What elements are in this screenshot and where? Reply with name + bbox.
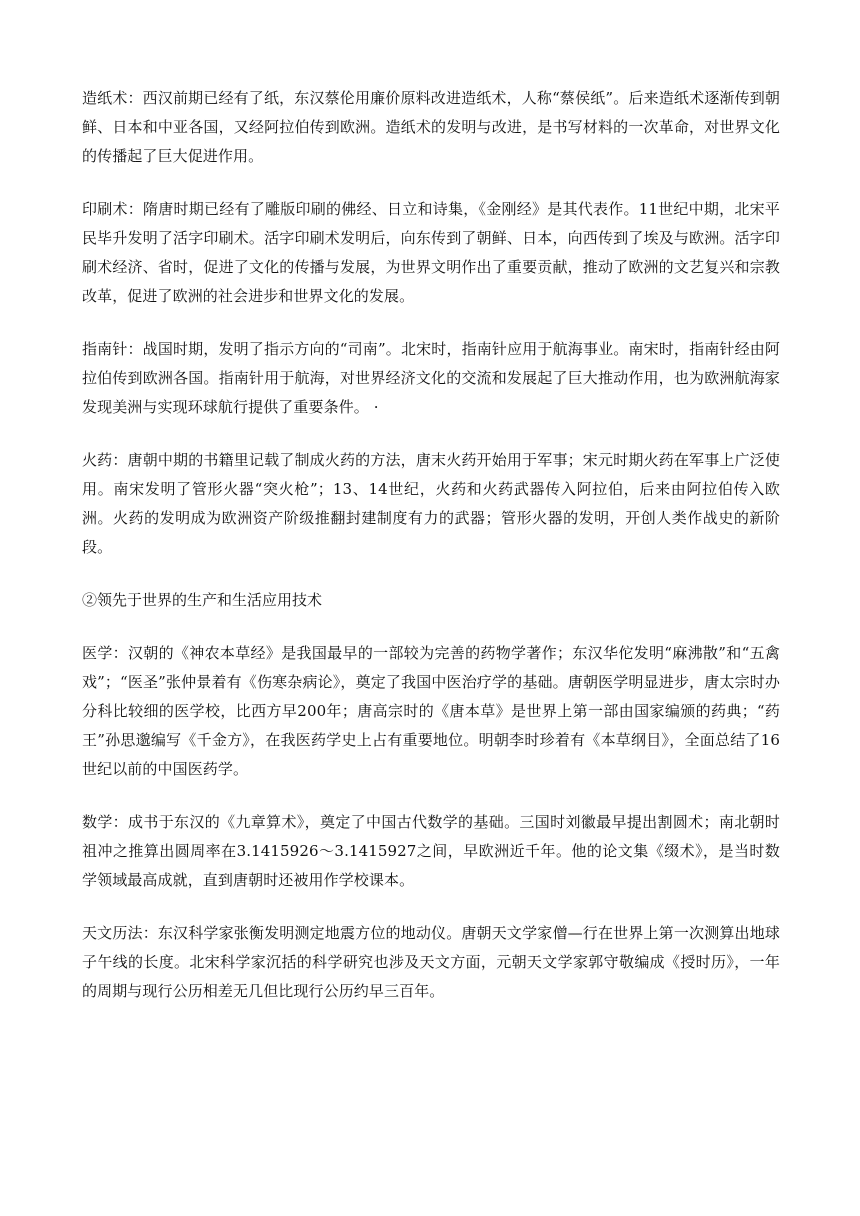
paragraph-gap	[82, 171, 780, 195]
paragraph-compass: 指南针：战国时期，发明了指示方向的“司南”。北宋时，指南针应用于航海事业。南宋时，指南针经由阿拉伯传到欧洲各国。指南针用于航海，对世界经济文化的交流和发展起了巨大推动作用，也为欧洲航海家发现美洲与实现环球航行提供了重要条件。 ·	[82, 340, 780, 416]
paragraph-astronomy: 天文历法：东汉科学家张衡发明测定地震方位的地动仪。唐朝天文学家僧—行在世界上第一次测算出地球子午线的长度。北宋科学家沉括的科学研究也涉及天文方面，元朝天文学家郭守敬编成《授时历》，一年的周期与现行公历相差无几但比现行公历约早三百年。	[82, 924, 780, 1000]
paragraph-gap	[82, 311, 780, 335]
paragraph-papermaking: 造纸术：西汉前期已经有了纸，东汉蔡伦用廉价原料改进造纸术，人称“蔡侯纸”。后来造纸术逐渐传到朝鲜、日本和中亚各国，又经阿拉伯传到欧洲。造纸术的发明与改进，是书写材料的一次革命，对世界文化的传播起了巨大促进作用。	[82, 89, 780, 165]
section-heading: ②领先于世界的生产和生活应用技术	[82, 591, 323, 609]
paragraph-gap	[82, 784, 780, 808]
paragraph-printing: 印刷术：隋唐时期已经有了雕版印刷的佛经、日立和诗集，《金刚经》是其代表作。11世纪中期，北宋平民毕升发明了活字印刷术。活字印刷术发明后，向东传到了朝鲜、日本，向西传到了埃及与欧洲。活字印刷术经济、省时，促进了文化的传播与发展，为世界文明作出了重要贡献，推动了欧洲的文艺复兴和宗教改革，促进了欧洲的社会进步和世界文化的发展。	[82, 200, 780, 305]
paragraph-gap	[82, 615, 780, 639]
paragraph-gunpowder: 火药：唐朝中期的书籍里记载了制成火药的方法，唐末火药开始用于军事；宋元时期火药在军事上广泛使用。南宋发明了管形火器“突火枪”；13、14世纪，火药和火药武器传入阿拉伯，后来由阿拉伯传入欧洲。火药的发明成为欧洲资产阶级推翻封建制度有力的武器；管形火器的发明，开创人类作战史的新阶段。	[82, 451, 780, 556]
paragraph-gap	[82, 422, 780, 446]
paragraph-gap	[82, 895, 780, 919]
paragraph-medicine: 医学：汉朝的《神农本草经》是我国最早的一部较为完善的药物学著作；东汉华佗发明“麻沸散”和“五禽戏”；“医圣”张仲景着有《伤寒杂病论》，奠定了我国中医治疗学的基础。唐朝医学明显进步，唐太宗时办分科比较细的医学校，比西方早200年；唐高宗时的《唐本草》是世界上第一部由国家编颁的药典；“药王”孙思邈编写《千金方》，在我医药学史上占有重要地位。明朝李时珍着有《本草纲目》，全面总结了16世纪以前的中国医药学。	[82, 644, 780, 778]
paragraph-mathematics: 数学：成书于东汉的《九章算术》，奠定了中国古代数学的基础。三国时刘徽最早提出割圆术；南北朝时祖冲之推算出圆周率在3.1415926～3.1415927之间，早欧洲近千年。他的论文集《缀术》，是当时数学领域最高成就，直到唐朝时还被用作学校课本。	[82, 813, 780, 889]
paragraph-gap	[82, 562, 780, 586]
document-body	[82, 84, 780, 1006]
